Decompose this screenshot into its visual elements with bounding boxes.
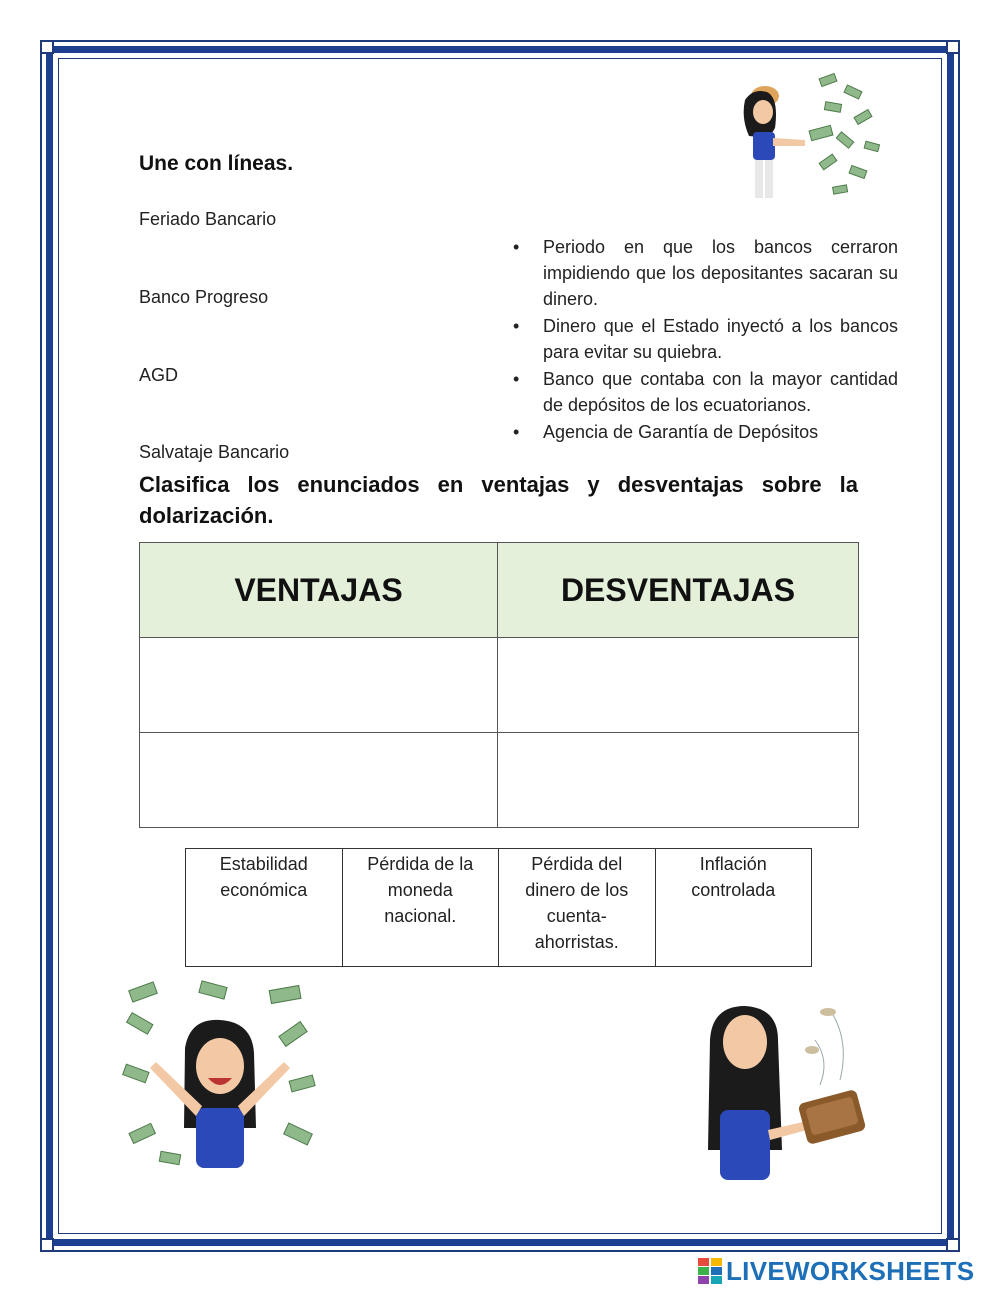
drop-cell-desventajas[interactable] <box>498 733 859 828</box>
liveworksheets-logo-icon <box>698 1258 722 1284</box>
frame-corner <box>946 1238 960 1252</box>
classification-table <box>139 542 859 828</box>
frame-corner <box>946 40 960 54</box>
match-definition[interactable]: • Agencia de Garantía de Depósitos <box>511 419 898 445</box>
statement-option[interactable]: Inflación controlada <box>655 849 812 967</box>
definition-list <box>511 234 898 446</box>
statement-option[interactable]: Pérdida de la moneda nacional. <box>342 849 499 967</box>
statement-options-table <box>185 848 812 967</box>
match-term[interactable]: Feriado Bancario <box>139 209 277 229</box>
match-term[interactable]: Banco Progreso <box>139 287 269 307</box>
drop-cell-ventajas[interactable] <box>140 638 498 733</box>
statement-option[interactable]: Pérdida del dinero de los cuenta-ahorristas. <box>499 849 656 967</box>
match-term[interactable]: Salvataje Bancario <box>139 442 290 462</box>
match-definition[interactable]: • Dinero que el Estado inyectó a los bancos para evitar su quiebra. <box>511 313 898 365</box>
frame-corner <box>40 40 54 54</box>
drop-cell-ventajas[interactable] <box>140 733 498 828</box>
money-throw-illustration <box>725 68 885 208</box>
header-desventajas: DESVENTAJAS <box>498 543 859 638</box>
match-term[interactable]: AGD <box>139 365 179 385</box>
header-ventajas: VENTAJAS <box>140 543 498 638</box>
match-definition[interactable]: • Banco que contaba con la mayor cantidad de depósitos de los ecuatorianos. <box>511 366 898 418</box>
liveworksheets-logo <box>698 1256 974 1286</box>
match-definition[interactable]: • Periodo en que los bancos cerraron impidiendo que los depositantes sacaran su dinero. <box>511 234 898 312</box>
section-title-classify: Clasifica los enunciados en ventajas y desventajas sobre la dolarización. <box>139 472 858 528</box>
frame-corner <box>40 1238 54 1252</box>
happy-money-illustration <box>120 978 320 1178</box>
drop-cell-desventajas[interactable] <box>498 638 859 733</box>
statement-option[interactable]: Estabilidad económica <box>186 849 343 967</box>
empty-wallet-illustration <box>690 1000 880 1190</box>
section-title-matching: Une con líneas. <box>139 152 294 175</box>
liveworksheets-logo-text: LIVEWORKSHEETS <box>726 1255 975 1286</box>
